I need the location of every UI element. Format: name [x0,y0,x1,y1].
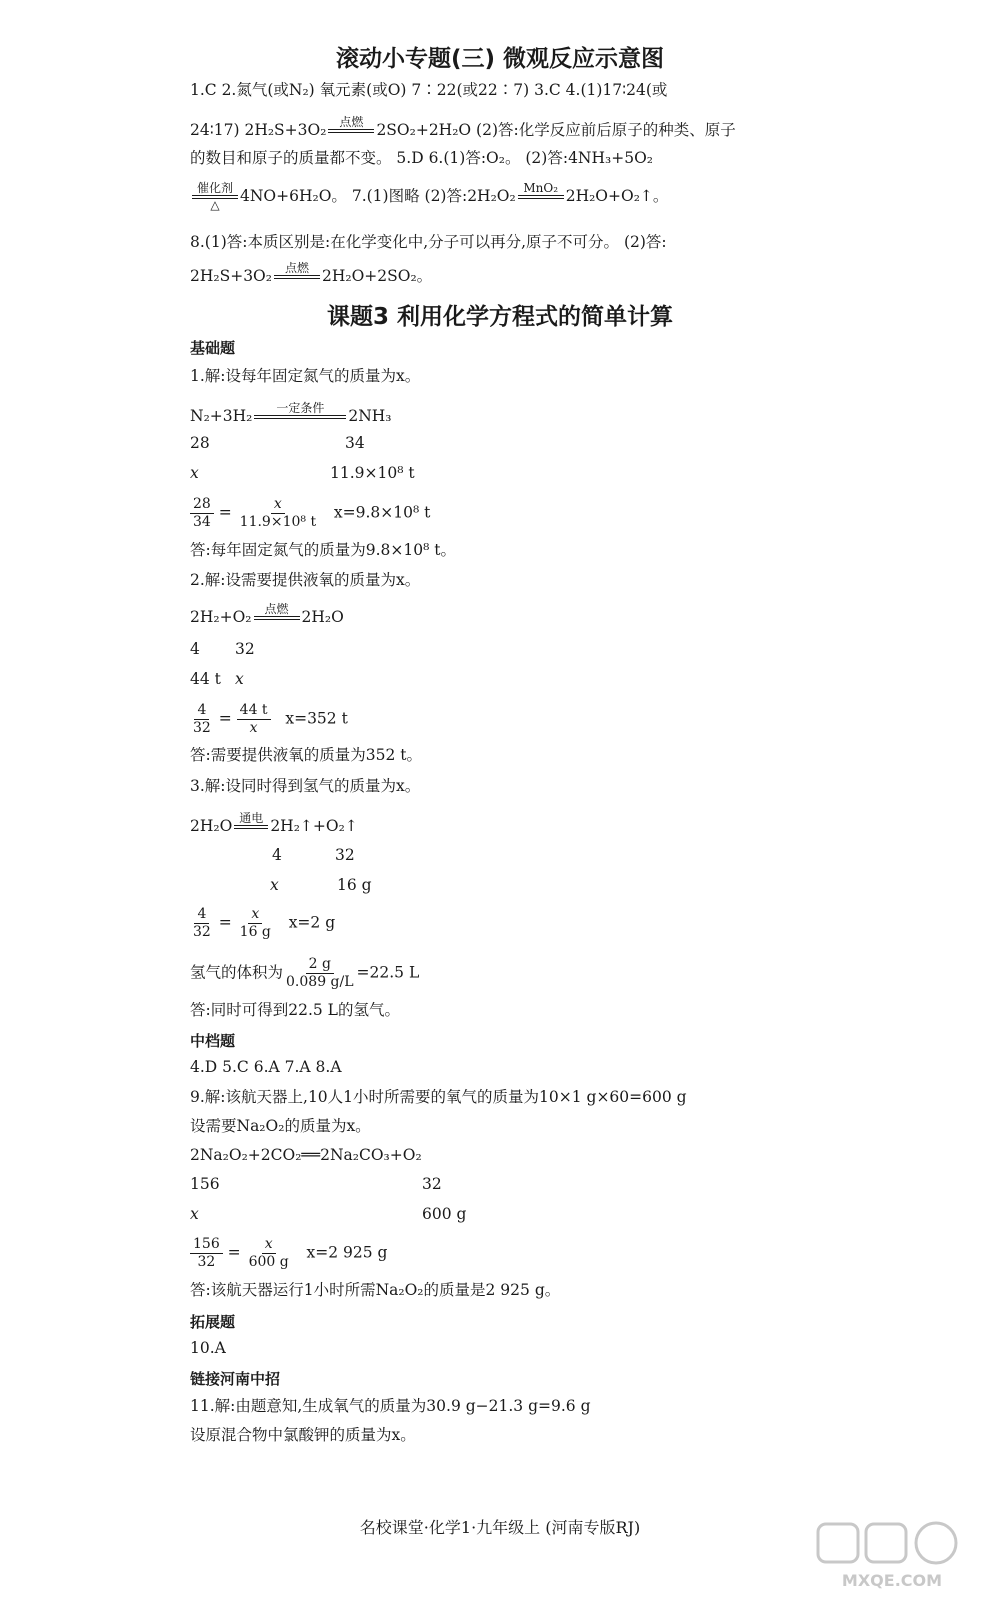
answer-line-1: 1.C 2.氮气(或N₂) 氧元素(或O) 7∶22(或22∶7) 3.C 4.(1)17∶24(或 [190,81,668,99]
q9-line-2: 设需要Na₂O₂的质量为x。 [190,1117,371,1135]
fraction: $\frac{156}{32}$ [190,1236,223,1271]
equation-left: 24∶17) 2H₂S+3O₂ [190,121,327,139]
fraction: $\frac{x}{16 g}$ [239,906,271,940]
fraction: $\frac{2 g}{0.089 g/L}$ [286,956,354,990]
q9-proportion: $\frac{156}{32}$ = $\frac{x}{600 g}$ x=2 925 g [190,1236,387,1271]
q9-mass-2: 32 [422,1175,442,1193]
answer-line-2 [190,116,736,146]
q9-var-1: x [190,1205,199,1223]
fraction: $\frac{4}{32}$ [193,906,211,940]
q1-var-2: 11.9×10⁸ t [330,464,415,482]
equation-left: 2H₂O [190,817,233,835]
section-basic: 基础题 [190,339,236,357]
q3-equation [190,812,358,842]
q2-var-1: 44 t [190,670,221,688]
section-henan-link: 链接河南中招 [190,1370,281,1388]
q9-mass-1: 156 [190,1175,220,1193]
q9-equation: 2Na₂O₂+2CO₂══2Na₂CO₃+O₂ [190,1146,422,1164]
q1-answer: 答:每年固定氮气的质量为9.8×10⁸ t。 [190,541,456,559]
equation-right: 2H₂↑+O₂↑ [270,817,358,835]
lesson-title: 课题3 利用化学方程式的简单计算 [326,304,673,330]
fraction: $\frac{x}{\text{11.9×10⁸ t}}$ [239,496,317,530]
q3-volume [190,956,419,991]
result: x=2 g [288,913,336,932]
reaction-condition: 点燃 [274,262,320,292]
fraction: $\frac{x}{600 g}$ [248,1236,289,1270]
equation-text: 4NO+6H₂O。 7.(1)图略 (2)答:2H₂O₂ [240,187,516,205]
result: x=9.8×10⁸ t [333,503,431,522]
section-mid: 中档题 [190,1032,236,1050]
reaction-condition: 点燃 [328,116,374,146]
q1-mass-2: 34 [345,434,365,452]
q9-answer: 答:该航天器运行1小时所需Na₂O₂的质量是2 925 g。 [190,1281,561,1299]
result: x=352 t [285,709,348,728]
mid-answers: 4.D 5.C 6.A 7.A 8.A [190,1058,342,1076]
q9-line-1: 9.解:该航天器上,10人1小时所需要的氧气的质量为10×1 g×60=600 g [190,1088,687,1106]
q3-proportion: $\frac{4}{32}$ = $\frac{x}{16 g}$ x=2 g [190,906,335,941]
section-extension: 拓展题 [190,1313,236,1331]
q1-proportion: $\frac{28}{34}$ = $\frac{x}{\text{11.9×10⁸ t}}$ x=9.8×10⁸ t [190,496,430,531]
q2-mass-2: 32 [235,640,255,658]
fraction: $\frac{44 t}{x}$ [237,702,271,737]
section-title-rolling-topic: 滚动小专题(三) 微观反应示意图 [335,46,665,72]
reaction-condition: 点燃 [254,603,300,633]
q3-mass-1: 4 [272,846,282,864]
reaction-condition-mno2: MnO₂ [518,182,564,212]
fraction: $\frac{4}{32}$ [193,702,211,736]
equation-right: 2NH₃ [348,407,392,425]
watermark-logo [812,1520,972,1592]
q3-answer: 答:同时可得到22.5 L的氢气。 [190,1001,400,1019]
q2-proportion: $\frac{4}{32}$ = $\frac{44 t}{x}$ x=352 t [190,702,348,737]
q10-answer: 10.A [190,1339,226,1357]
q2-equation [190,603,344,633]
answer-line-6 [190,262,432,292]
equation-right: 2H₂O+2SO₂。 [321,267,433,285]
answer-line-3: 的数目和原子的质量都不变。 5.D 6.(1)答:O₂。 (2)答:4NH₃+5O₂ [190,149,653,167]
q11-line-1: 11.解:由题意知,生成氧气的质量为30.9 g−21.3 g=9.6 g [190,1397,591,1415]
q1-mass-1: 28 [190,434,210,452]
equation-left: N₂+3H₂ [190,407,253,425]
equation-right: 2SO₂+2H₂O (2)答:化学反应前后原子的种类、原子 [376,121,736,139]
fraction: $\frac{28}{34}$ [190,496,214,531]
volume-label: 氢气的体积为 [190,963,284,982]
page-footer: 名校课堂·化学1·九年级上 (河南专版RJ) [359,1518,641,1537]
q2-mass-1: 4 [190,640,200,658]
volume-result: =22.5 L [356,963,420,982]
reaction-condition-catalyst: 催化剂 △ [192,182,238,212]
q2-answer: 答:需要提供液氧的质量为352 t。 [190,746,422,764]
answer-line-5: 8.(1)答:本质区别是:在化学变化中,分子可以再分,原子不可分。 (2)答: [190,233,667,251]
reaction-condition: 一定条件 [254,402,346,432]
equation-right: 2H₂O [301,608,344,626]
q9-var-2: 600 g [422,1205,467,1223]
q3-var-1: x [270,876,279,894]
q11-line-2: 设原混合物中氯酸钾的质量为x。 [190,1426,416,1444]
svg-text:MXQE.COM: MXQE.COM [841,1571,943,1590]
result: x=2 925 g [306,1243,388,1262]
q2-var-2: x [235,670,244,688]
q3-var-2: 16 g [337,876,372,894]
q1-var-1: x [190,464,199,482]
q3-mass-2: 32 [335,846,355,864]
equation-text-2: 2H₂O+O₂↑。 [565,187,669,205]
q2-intro: 2.解:设需要提供液氧的质量为x。 [190,571,421,589]
equation-left: 2H₂S+3O₂ [190,267,272,285]
q3-intro: 3.解:设同时得到氢气的质量为x。 [190,777,421,795]
q1-equation [190,402,392,432]
equation-left: 2H₂+O₂ [190,608,252,626]
answer-line-4 [190,182,668,212]
q1-intro: 1.解:设每年固定氮气的质量为x。 [190,367,421,385]
reaction-condition: 通电 [234,812,268,842]
